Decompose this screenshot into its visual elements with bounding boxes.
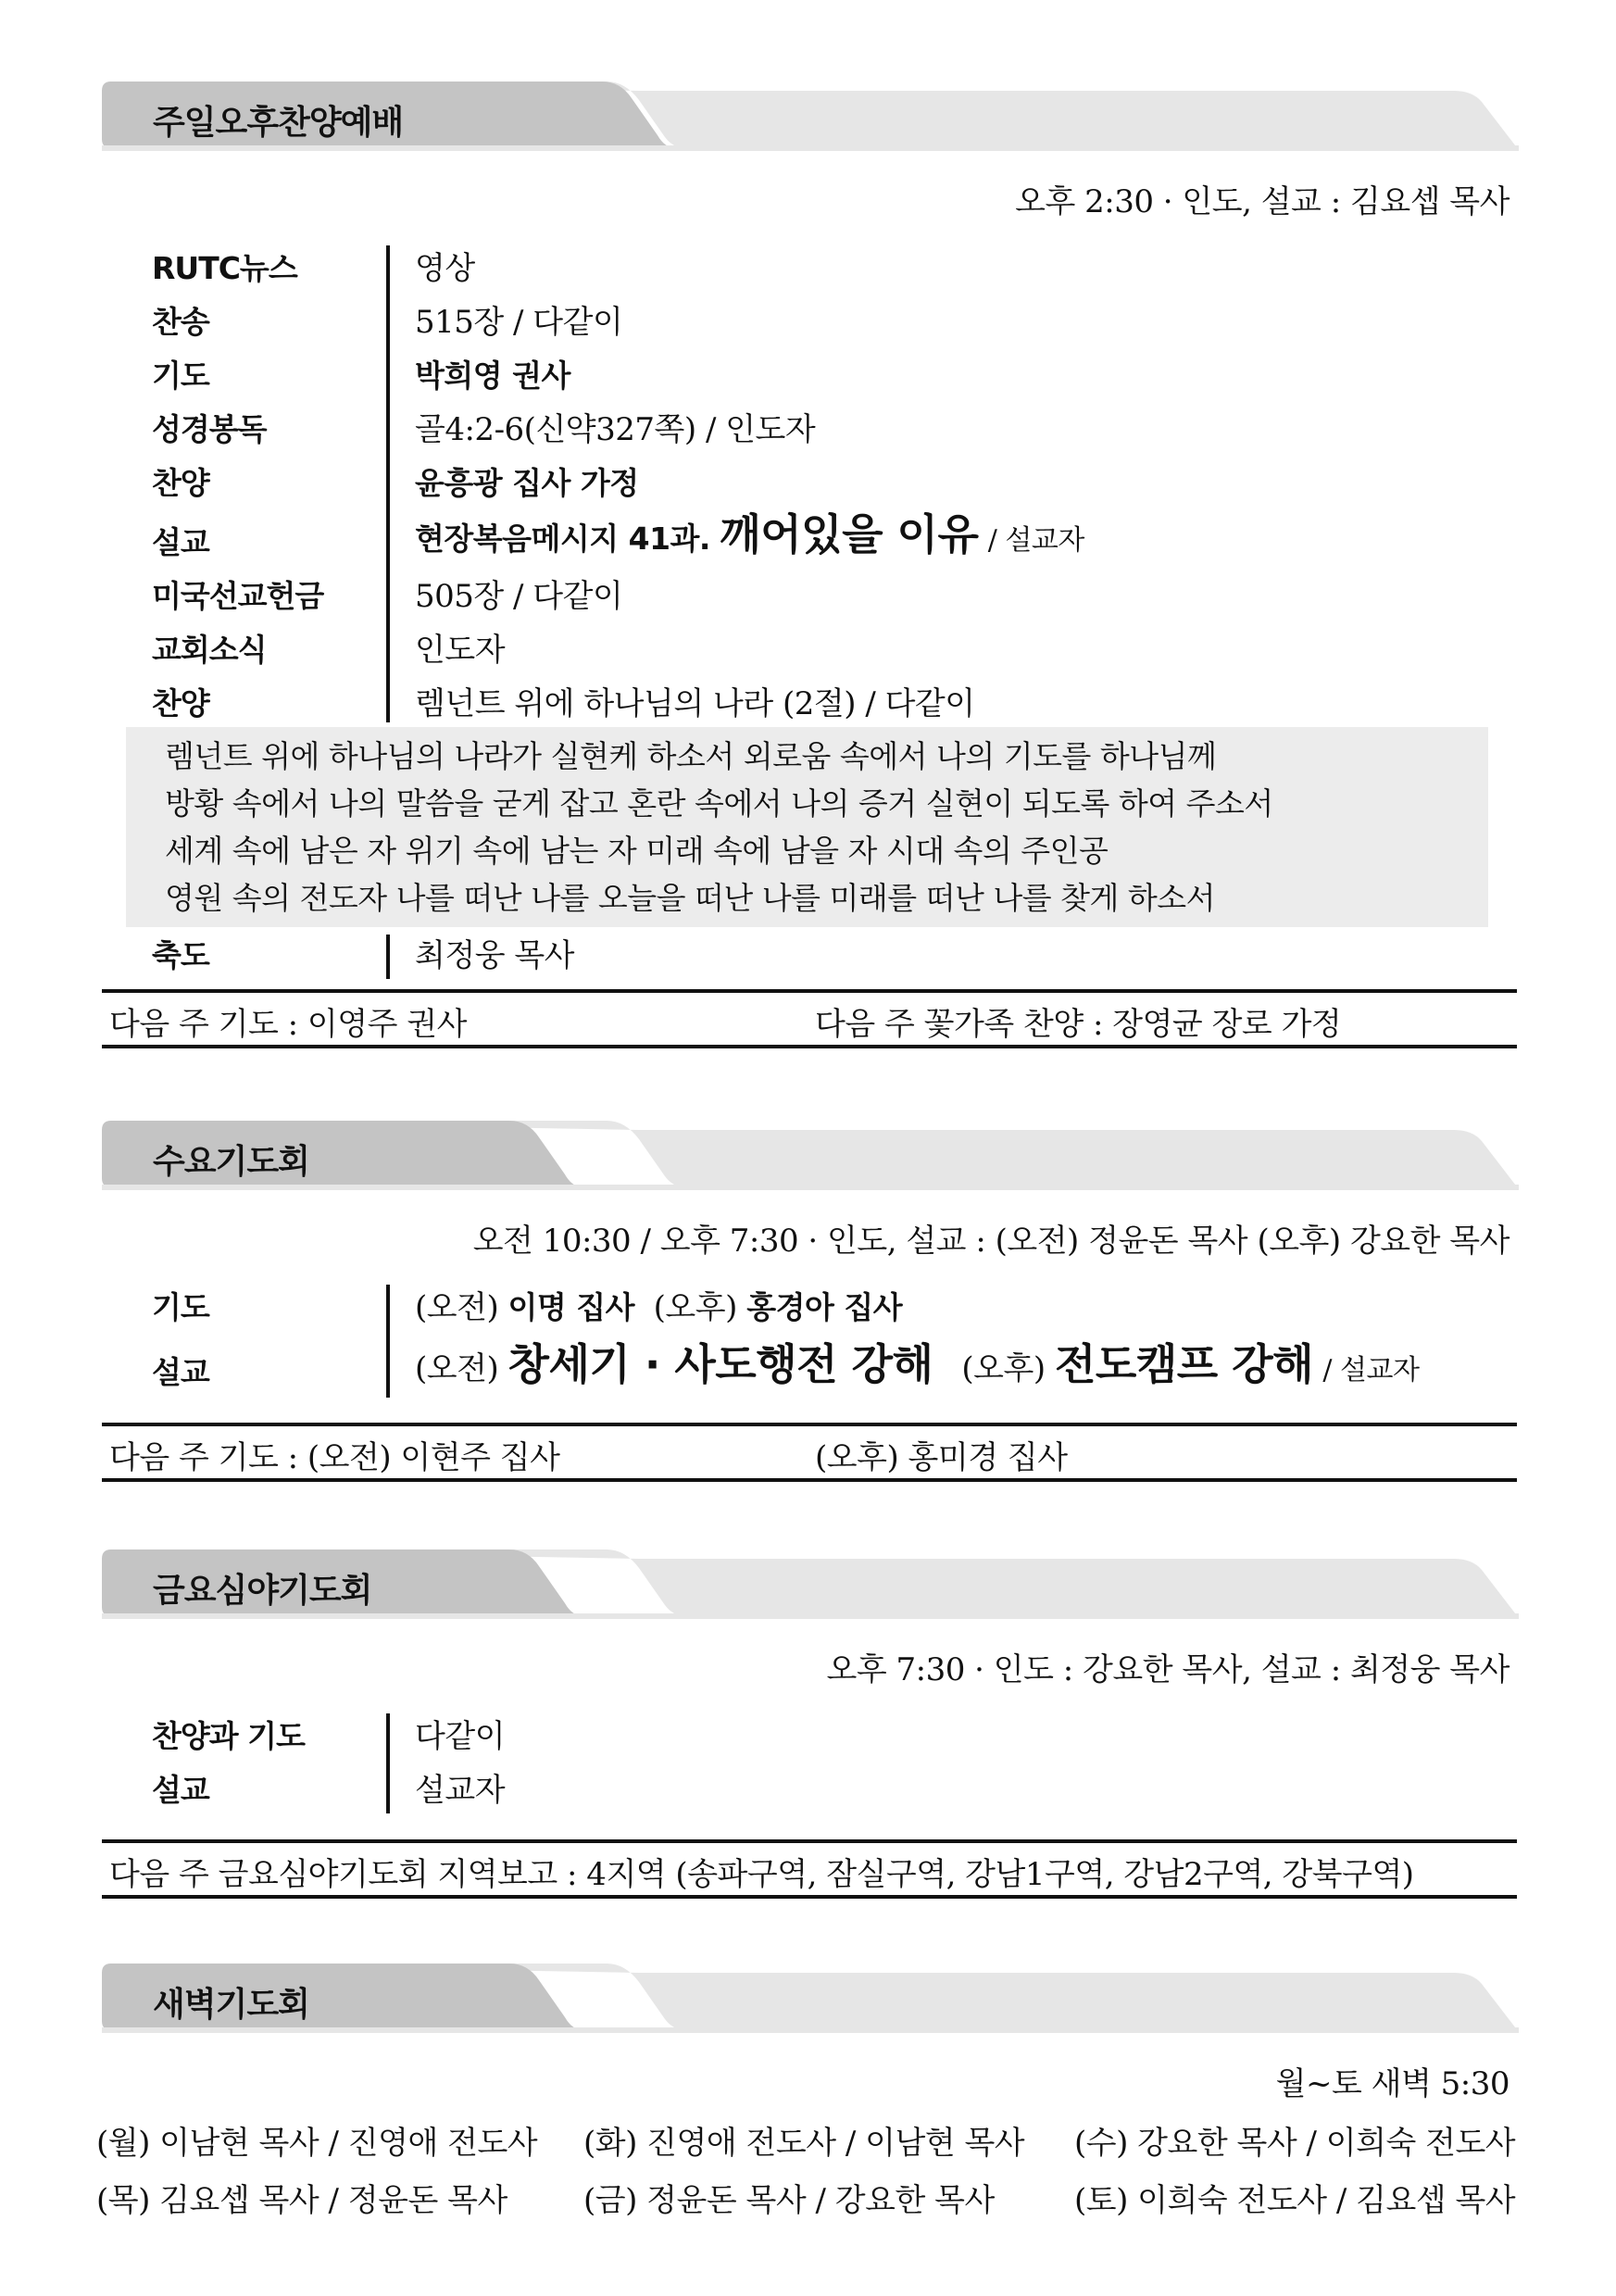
program-row	[152, 616, 1519, 670]
row-label: 찬양	[152, 685, 209, 721]
row-value: 골4:2-6(신약327쪽) / 인도자	[415, 411, 816, 448]
header-band-shape	[102, 1964, 1519, 2038]
section-header	[102, 1549, 1519, 1624]
row-value: 영상	[415, 250, 475, 287]
next-week-bar	[102, 989, 1517, 1048]
row-label: 설교	[152, 1772, 209, 1808]
row-value: 렘넌트 위에 하나님의 나라 (2절) / 다같이	[415, 685, 975, 722]
schedule-cell: (화) 진영애 전도사 / 이남현 목사	[583, 2124, 1025, 2162]
am-sermon: 창세기 · 사도행전 강해	[507, 1339, 933, 1389]
wednesday-section	[102, 1121, 1519, 1476]
am-tag: (오전)	[415, 1350, 499, 1387]
service-info: 오후 2:30 · 인도, 설교 : 김요셉 목사	[1015, 183, 1510, 220]
lyric-line: 방황 속에서 나의 말씀을 굳게 잡고 혼란 속에서 나의 증거 실현이 되도록 하여 주소서	[165, 785, 1273, 822]
program-row	[152, 288, 1519, 342]
divider-line	[386, 245, 390, 722]
song-lyrics	[126, 727, 1488, 927]
lyric-line: 렘넌트 위에 하나님의 나라가 실현케 하소서 외로움 속에서 나의 기도를 하나님께	[165, 738, 1217, 774]
divider-line	[386, 1285, 390, 1398]
sermon-series: 현장복음메시지 41과.	[415, 521, 710, 557]
program-row	[152, 342, 1519, 395]
schedule-row	[96, 2168, 1519, 2226]
program-row	[152, 395, 1519, 449]
section-title: 수요기도회	[153, 1143, 309, 1181]
row-label: 미국선교헌금	[152, 578, 324, 614]
program-row	[152, 449, 1519, 503]
section-title: 새벽기도회	[153, 1986, 309, 2024]
row-value: 505장 / 다같이	[415, 578, 623, 615]
dawn-section	[96, 1964, 1519, 2226]
divider-line	[386, 935, 390, 979]
schedule-row	[96, 2111, 1519, 2168]
program-list	[152, 1273, 1519, 1392]
next-prayer-pm: (오후) 홍미경 집사	[815, 1439, 1068, 1476]
row-value: 설교자	[415, 1772, 506, 1809]
next-praise: 다음 주 꽃가족 찬양 : 장영균 장로 가정	[815, 1006, 1342, 1043]
pm-tag: (오후)	[653, 1289, 737, 1326]
friday-section	[102, 1549, 1519, 1893]
program-row	[152, 929, 1519, 975]
section-header	[102, 1121, 1519, 1195]
program-row	[152, 1702, 1519, 1756]
service-info: 월~토 새벽 5:30	[1275, 2065, 1510, 2102]
program-row	[152, 1327, 1519, 1392]
program-row	[152, 562, 1519, 616]
header-band-shape	[102, 1121, 1519, 1195]
section-title: 주일오후찬양예배	[153, 104, 404, 142]
program-row	[152, 234, 1519, 288]
service-info: 오전 10:30 / 오후 7:30 · 인도, 설교 : (오전) 정윤돈 목사 (오후) 강요한 목사	[472, 1223, 1510, 1260]
sermon-suffix: / 설교자	[1322, 1354, 1420, 1386]
row-label: 설교	[152, 524, 209, 560]
row-value: 다같이	[415, 1718, 506, 1755]
pm-prayer: 홍경아 집사	[746, 1289, 903, 1325]
row-value: 인도자	[415, 632, 506, 669]
schedule-cell: (수) 강요한 목사 / 이희숙 전도사	[1074, 2124, 1516, 2162]
row-value: 윤흥광 집사 가정	[415, 465, 639, 501]
service-info: 오후 7:30 · 인도 : 강요한 목사, 설교 : 최정웅 목사	[826, 1651, 1510, 1688]
sermon-suffix: / 설교자	[987, 524, 1084, 557]
schedule-cell: (토) 이희숙 전도사 / 김요셉 목사	[1074, 2181, 1516, 2219]
row-label: RUTC뉴스	[152, 250, 297, 286]
lyric-line: 영원 속의 전도자 나를 떠난 나를 오늘을 떠난 나를 미래를 떠난 나를 찾게 하소서	[165, 880, 1215, 916]
am-tag: (오전)	[415, 1289, 499, 1326]
next-prayer: 다음 주 기도 : 이영주 권사	[109, 1006, 467, 1043]
row-label: 기도	[152, 1289, 209, 1325]
am-prayer: 이명 집사	[507, 1289, 635, 1325]
section-header	[102, 1964, 1519, 2038]
next-week-bar	[102, 1839, 1517, 1899]
sermon-title: 깨어있을 이유	[720, 509, 979, 559]
program-row	[152, 503, 1519, 562]
program-row	[152, 670, 1519, 723]
program-list	[152, 234, 1519, 723]
section-title: 금요심야기도회	[153, 1572, 372, 1610]
row-label: 설교	[152, 1354, 209, 1390]
row-label: 찬송	[152, 304, 209, 340]
row-label: 축도	[152, 937, 209, 973]
row-label: 기도	[152, 358, 209, 394]
pm-sermon: 전도캠프 강해	[1054, 1339, 1314, 1389]
divider-line	[386, 1713, 390, 1813]
schedule-cell: (금) 정윤돈 목사 / 강요한 목사	[583, 2181, 995, 2219]
row-value: 515장 / 다같이	[415, 304, 623, 341]
row-label: 성경봉독	[152, 411, 267, 447]
schedule-cell: (월) 이남현 목사 / 진영애 전도사	[96, 2124, 538, 2162]
row-label: 찬양과 기도	[152, 1718, 305, 1754]
dawn-schedule	[96, 2111, 1519, 2226]
sunday-section	[102, 82, 1519, 1043]
row-value: 최정웅 목사	[415, 937, 575, 974]
program-list	[152, 1702, 1519, 1810]
section-header	[102, 82, 1519, 156]
pm-tag: (오후)	[961, 1350, 1046, 1387]
row-label: 교회소식	[152, 632, 267, 668]
program-row	[152, 1273, 1519, 1327]
row-value: 박희영 권사	[415, 358, 570, 394]
next-week-bar	[102, 1423, 1517, 1482]
benediction	[152, 929, 1519, 975]
program-row	[152, 1756, 1519, 1810]
next-prayer-am: 다음 주 기도 : (오전) 이현주 집사	[109, 1439, 560, 1476]
row-label: 찬양	[152, 465, 209, 501]
next-region-report: 다음 주 금요심야기도회 지역보고 : 4지역 (송파구역, 잠실구역, 강남1구역, 강남2구역, 강북구역)	[109, 1856, 1414, 1893]
schedule-cell: (목) 김요셉 목사 / 정윤돈 목사	[96, 2181, 507, 2219]
lyric-line: 세계 속에 남은 자 위기 속에 남는 자 미래 속에 남을 자 시대 속의 주인공	[165, 833, 1109, 869]
